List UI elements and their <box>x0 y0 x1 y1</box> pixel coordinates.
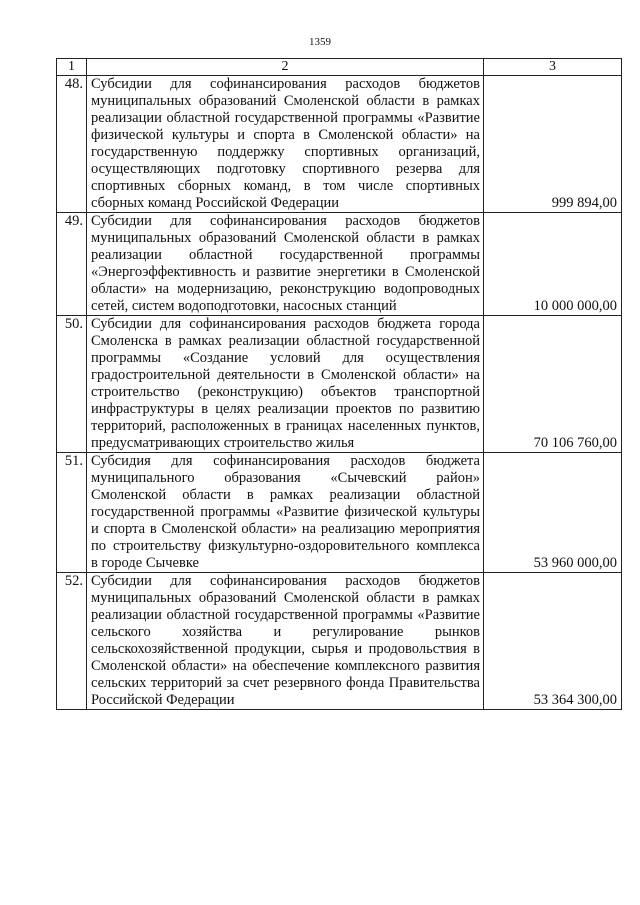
table-row <box>57 453 622 573</box>
row-description: Субсидии для софинансирования расходов бюджетов муниципальных образований Смоленской области в рамках реализации областной государственной программы «Развитие физической культуры и спорта в Смоленской области» на государственную поддержку спортивных организаций, осуществляющих подготовку спортивного резерва для спортивных сборных команд, в том числе спортивных сборных команд Российской Федерации <box>87 76 484 213</box>
budget-table <box>56 58 622 710</box>
row-amount: 10 000 000,00 <box>484 213 622 316</box>
column-header-3: 3 <box>484 59 622 76</box>
table-row <box>57 76 622 213</box>
row-number: 49. <box>57 213 87 316</box>
row-number: 48. <box>57 76 87 213</box>
row-number: 51. <box>57 453 87 573</box>
page-number: 1359 <box>309 36 331 48</box>
row-description: Субсидии для софинансирования расходов бюджетов муниципальных образований Смоленской области в рамках реализации областной государственной программы «Развитие сельского хозяйства и регулирование рынков сельскохозяйственной продукции, сырья и продовольствия в Смоленской области» на обеспечение комплексного развития сельских территорий за счет резервного фонда Правительства Российской Федерации <box>87 573 484 710</box>
table-row <box>57 316 622 453</box>
table-row <box>57 213 622 316</box>
row-amount: 53 364 300,00 <box>484 573 622 710</box>
row-description: Субсидии для софинансирования расходов бюджетов муниципальных образований Смоленской области в рамках реализации областной государственной программы «Энергоэффективность и развитие энергетики в Смоленской области» на модернизацию, реконструкцию водопроводных сетей, систем водоподготовки, насосных станций <box>87 213 484 316</box>
row-amount: 999 894,00 <box>484 76 622 213</box>
row-amount: 53 960 000,00 <box>484 453 622 573</box>
column-header-2: 2 <box>87 59 484 76</box>
row-amount: 70 106 760,00 <box>484 316 622 453</box>
table-row <box>57 573 622 710</box>
row-description: Субсидия для софинансирования расходов бюджета муниципального образования «Сычевский район» Смоленской области в рамках реализации областной государственной программы «Развитие физической культуры и спорта в Смоленской области» на реализацию мероприятия по строительству физкультурно-оздоровительного комплекса в городе Сычевке <box>87 453 484 573</box>
row-description: Субсидии для софинансирования расходов бюджета города Смоленска в рамках реализации областной государственной программы «Создание условий для осуществления градостроительной деятельности в Смоленской области» на строительство (реконструкцию) объектов транспортной инфраструктуры в целях реализации проектов по развитию территорий, расположенных в границах населенных пунктов, предусматривающих строительство жилья <box>87 316 484 453</box>
table-header-row <box>57 59 622 76</box>
row-number: 52. <box>57 573 87 710</box>
column-header-1: 1 <box>57 59 87 76</box>
row-number: 50. <box>57 316 87 453</box>
